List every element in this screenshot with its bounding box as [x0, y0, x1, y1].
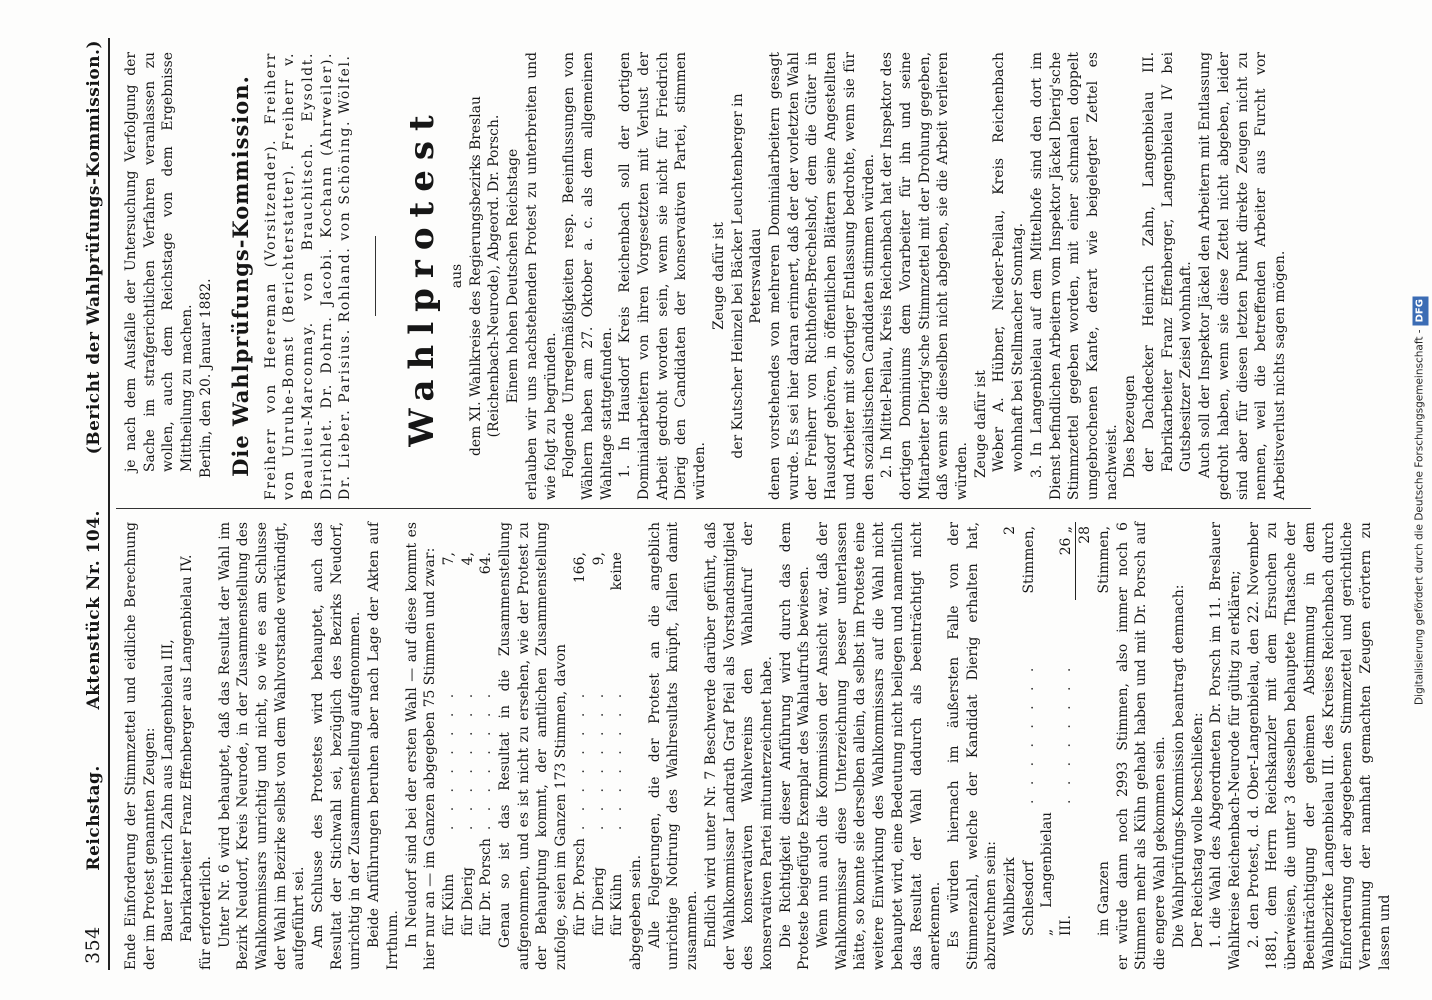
- wahlprotest-district: dem XI. Wahlkreise des Regierungsbezirks Breslau (Reichenbach-Neurode), Abgeord. Dr. Porsch.: [467, 96, 503, 456]
- paragraph: der Dachdecker Heinrich Zahn, Langenbielau III. Fabrikarbeiter Franz Effenberger, Langenbielau IV bei Gutsbesitzer Zeisel wohnhaft.: [1141, 52, 1195, 472]
- tally-label: für Dierig: [590, 867, 607, 936]
- tally-label: für Dr. Porsch: [571, 838, 588, 936]
- tally-label: für Kühn: [609, 873, 626, 936]
- tally-value: keine: [609, 552, 626, 591]
- paragraph: Fabrikarbeiter Franz Effenberger aus Langenbielau IV.: [179, 554, 196, 942]
- paragraph: abgegeben sein.: [627, 854, 644, 970]
- page-header: [78, 40, 104, 964]
- leader-dots: . . . . . . . .: [459, 688, 476, 831]
- paragraph: Alle Folgerungen, die der Protest an die angeblich unrichtige Notirung des Wahlresultats knüpft, fallen damit zusammen.: [646, 522, 701, 970]
- tally-row: [590, 548, 609, 940]
- paragraph: Genau so ist das Resultat in die Zusammenstellung aufgenommen, und es ist nicht zu ersehen, wie der Protest zu der Behauptung kommt, der amtlichen Zusammenstellung zufolge, seien im Ganzen 173 Stimmen, davon: [497, 522, 570, 970]
- tally-row: [608, 548, 627, 940]
- right-column: [122, 52, 1290, 500]
- paragraph: Endlich wird unter Nr. 7 Beschwerde darüber geführt, daß der Wahlkommissar Landrath Graf Pfeil als Vorstandsmitglied des konservativen Wahlvereins den Wahlaufruf der konservativen Partei mitunterzeichnet habe.: [702, 522, 775, 970]
- tally-row: [440, 548, 459, 940]
- paragraph: Folgende Unregelmäßigkeiten resp. Beeinflussungen von Wählern haben am 27. Oktober a. c. als dem allgemeinen Wahltage stattgefunden.: [561, 52, 615, 500]
- tally-label: für Kühn: [440, 873, 457, 936]
- paragraph: Zeuge dafür ist: [972, 370, 989, 478]
- paragraph: Die Richtigkeit dieser Anführung wird durch das dem Proteste beigefügte Exemplar des Wahlaufrufs bewiesen.: [777, 522, 813, 970]
- leader-dots: . . . . . . . .: [1058, 662, 1075, 804]
- paragraph: Berlin, den 20. Januar 1882.: [197, 278, 214, 478]
- paragraph: Unter Nr. 6 wird behauptet, daß das Resultat der Wahl im Bezirk Neudorf, Kreis Neurode, in der Zusammenstellung des Wahlkommissars unrichtig und nicht, so wie es am Schlusse der Wahl im Bezirke selbst von dem Wahlvorstande verkündigt, aufgeführt sei.: [216, 522, 308, 970]
- tally-value: 166,: [571, 552, 588, 584]
- wahlprotest-title: Wahlprotest: [402, 105, 443, 447]
- tally-label: „ Langenbielau III.: [1039, 812, 1075, 936]
- tally-row: [571, 548, 590, 940]
- leader-dots: . . . . . . . .: [590, 688, 607, 831]
- paragraph: er würde dann noch 2993 Stimmen, also immer noch 6 Stimmen mehr als Kühn gehabt haben und mit Dr. Porsch auf die engere Wahl gekommen sein.: [1114, 522, 1169, 970]
- tally-row: [1001, 522, 1038, 940]
- salutation: Einem hohen Deutschen Reichstage: [505, 148, 522, 404]
- paragraph: Der Reichstag wolle beschließen:: [1189, 712, 1206, 948]
- paragraph: für erforderlich.: [197, 856, 214, 970]
- leader-dots: . . . . . . . .: [571, 688, 588, 831]
- paragraph: Weber A. Hübner, Nieder-Peilau, Kreis Reichenbach wohnhaft bei Stellmacher Sonntag.: [991, 52, 1027, 472]
- paragraph: Es würden hiernach im äußersten Falle von der Stimmenzahl, welche der Kandidat Dierig erhalten hat, abzurechnen sein:: [945, 522, 1000, 970]
- header-right: (Bericht der Wahlprüfungs-Kommission.): [84, 40, 104, 455]
- column-divider: [116, 508, 1311, 509]
- vote-tally: [440, 548, 496, 940]
- tally-label: für Dr. Porsch: [478, 838, 495, 936]
- header-rule: [108, 38, 110, 970]
- paragraph: denen vorstehendes von mehreren Dominialarbeitern gesagt wurde. Es sei hier daran erinnert, daß der der vorletzten Wahl der Freiherr von Richthofen-Brechelshof, dem die Güter in Hausdorf gehören, in öffentlichen Blättern seine Angestellten und Arbeiter mit sofortiger Entlassung bedrohte, wenn sie für den sozialistischen Candidaten stimmen würden.: [766, 52, 877, 500]
- tally-value: 7,: [440, 552, 457, 566]
- tally-value: 28 Stimmen,: [1076, 522, 1114, 600]
- left-column: [122, 522, 1394, 970]
- vote-tally: [1001, 522, 1114, 940]
- paragraph: 3. In Langenbielau auf dem Mittelhofe sind den dort im Dienst befindlichen Arbeitern vom Inspektor Jäckel Dierig'sche Stimmzettel gegeben worden, mit einer schmalen doppelt umgebrochenen Kante, derart wie beigelegter Zettel es nachweist.: [1028, 52, 1120, 500]
- tally-row: [477, 548, 496, 940]
- credit-text: Digitalisierung gefördert durch die Deutsche Forschungsgemeinschaft -: [1413, 329, 1426, 705]
- tally-row: [459, 548, 478, 940]
- leader-dots: . . . . . . . .: [440, 688, 457, 831]
- tally-label: im Ganzen: [1096, 861, 1113, 936]
- paragraph: der Kutscher Heinzel bei Bäcker Leuchtenberger in Peterswaldau: [729, 93, 765, 459]
- paragraph: 2. den Protest, d. d. Ober-Langenbielau, den 22. November 1881, dem Herrn Reichskanzler mit dem Ersuchen zu überweisen, die unter 3 desselben behauptete Thatsache der Beeinträchtigung der geheimen Abstimmung in dem Wahlbezirke Langenbielau III. des Kreises Reichenbach durch Einforderung der abgegebenen Stimmzettel und gerichtliche Vernehmung der namhaft gemachten Zeugen erörtern zu lassen und: [1245, 522, 1393, 970]
- paragraph: erlauben wir uns nachstehenden Protest zu unterbreiten und wie folgt zu begründen.: [523, 52, 559, 500]
- paragraph: Beide Anführungen beruhen aber nach Lage der Akten auf Irrthum.: [366, 522, 401, 970]
- paragraph: Zeuge dafür ist: [710, 222, 727, 330]
- tally-row: [1076, 522, 1114, 940]
- tally-row: [1038, 522, 1075, 940]
- tally-value: 64.: [478, 552, 495, 575]
- digitization-credit: [1412, 81, 1429, 921]
- paragraph: 2. In Mittel-Peilau, Kreis Reichenbach hat der Inspektor des dortigen Dominiums dem Vorarbeiter für ihn und seine Mitarbeiter Dierig'sche Stimmzettel mit der Drohung gegeben, daß wenn sie dieselben nicht abgeben, sie die Arbeit verlieren würden.: [879, 52, 971, 500]
- leader-dots: . . . . . . . .: [1020, 662, 1037, 804]
- tally-value: 9,: [590, 552, 607, 566]
- paragraph: Wenn nun auch die Kommission der Ansicht war, daß der Wahlkommissar diese Unterzeichnung besser unterlassen hätte, so konnte sie derselben allein, da selbst im Proteste eine weitere Einwirkung des Wahlkommissars auf die Wahl nicht behauptet wird, eine Bedeutung nicht beilegen und namentlich das Resultat der Wahl dadurch als beeinträchtigt nicht anerkennen.: [815, 522, 944, 970]
- header-center: Aktenstück Nr. 104.: [84, 510, 104, 710]
- paragraph: 1. die Wahl des Abgeordneten Dr. Porsch im 11. Breslauer Wahlkreise Reichenbach-Neurode für gültig zu erklären;: [1208, 522, 1243, 970]
- dfg-logo: DFG: [1413, 296, 1429, 325]
- paragraph: Bauer Heinrich Zahn aus Langenbielau III,: [160, 639, 177, 942]
- leader-dots: . . . . . . . .: [478, 688, 495, 831]
- tally-value: 26 „: [1057, 526, 1074, 556]
- header-left: Reichstag.: [84, 765, 104, 871]
- commission-title: Die Wahlprüfungs-Kommission.: [227, 75, 253, 477]
- paragraph: 1. In Hausdorf Kreis Reichenbach soll der dortigen Dominialarbeitern von ihren Vorgesetzten mit Verlust der Arbeit gedroht worden sein, wenn sie nicht für Friedrich Dierig den Candidaten der konservativen Partei, stimmen würden.: [617, 52, 709, 500]
- paragraph: Die Wahlprüfungs-Kommission beantragt demnach:: [1170, 584, 1187, 948]
- page-number: 354: [82, 926, 104, 964]
- tally-label: Wahlbezirk Schlesdorf: [1002, 857, 1037, 936]
- commission-members: Freiherr von Heereman (Vorsitzender). Freiherr von Unruhe-Bomst (Berichterstatter). Freiherr v. Beaulieu-Marconnay. von Brauchitsch. Eysoldt. Dirichlet. Dr. Dohrn. Jacobi. Kochann (Ahrweiler). Dr. Lieber. Parisius. Rohland. von Schöning. Wölfel.: [262, 52, 354, 500]
- paragraph: je nach dem Ausfalle der Untersuchung Verfolgung der Sache im strafgerichtlichen Verfahren veranlassen zu wollen, auch dem Reichstage von dem Ergebnisse Mittheilung zu machen.: [123, 52, 196, 472]
- tally-value: 2 Stimmen,: [1002, 526, 1037, 594]
- rotated-page-content: [36, 30, 1396, 970]
- wahlprotest-aus: aus: [449, 263, 466, 289]
- paragraph: In Neudorf sind bei der ersten Wahl — auf diese kommt es hier nur an — im Ganzen abgegeben 75 Stimmen und zwar:: [403, 522, 439, 970]
- vote-tally: [571, 548, 627, 940]
- paragraph: Ende Einforderung der Stimmzettel und eidliche Berechnung der im Protest genannten Zeugen:: [123, 522, 158, 970]
- paragraph: Am Schlusse des Protestes wird behauptet, auch das Resultat der Stichwahl sei, bezüglich des Bezirks Neudorf, unrichtig in der Zusammenstellung aufgenommen.: [310, 522, 364, 970]
- tally-value: 4,: [459, 552, 476, 566]
- leader-dots: [1076, 600, 1114, 808]
- leader-dots: . . . . . . . .: [609, 688, 626, 831]
- paragraph: Auch soll der Inspektor Jäckel den Arbeitern mit Entlassung gedroht haben, wenn sie diese Zettel nicht abgeben, leider sind aber für diesen letzten Punkt direkte Zeugen nicht zu nennen, weil die betreffenden Arbeiter aus Furcht vor Arbeitsverlust nichts sagen mögen.: [1197, 52, 1288, 500]
- section-rule: [375, 236, 376, 316]
- paragraph: Dies bezeugen: [1122, 375, 1139, 478]
- tally-label: für Dierig: [459, 867, 476, 936]
